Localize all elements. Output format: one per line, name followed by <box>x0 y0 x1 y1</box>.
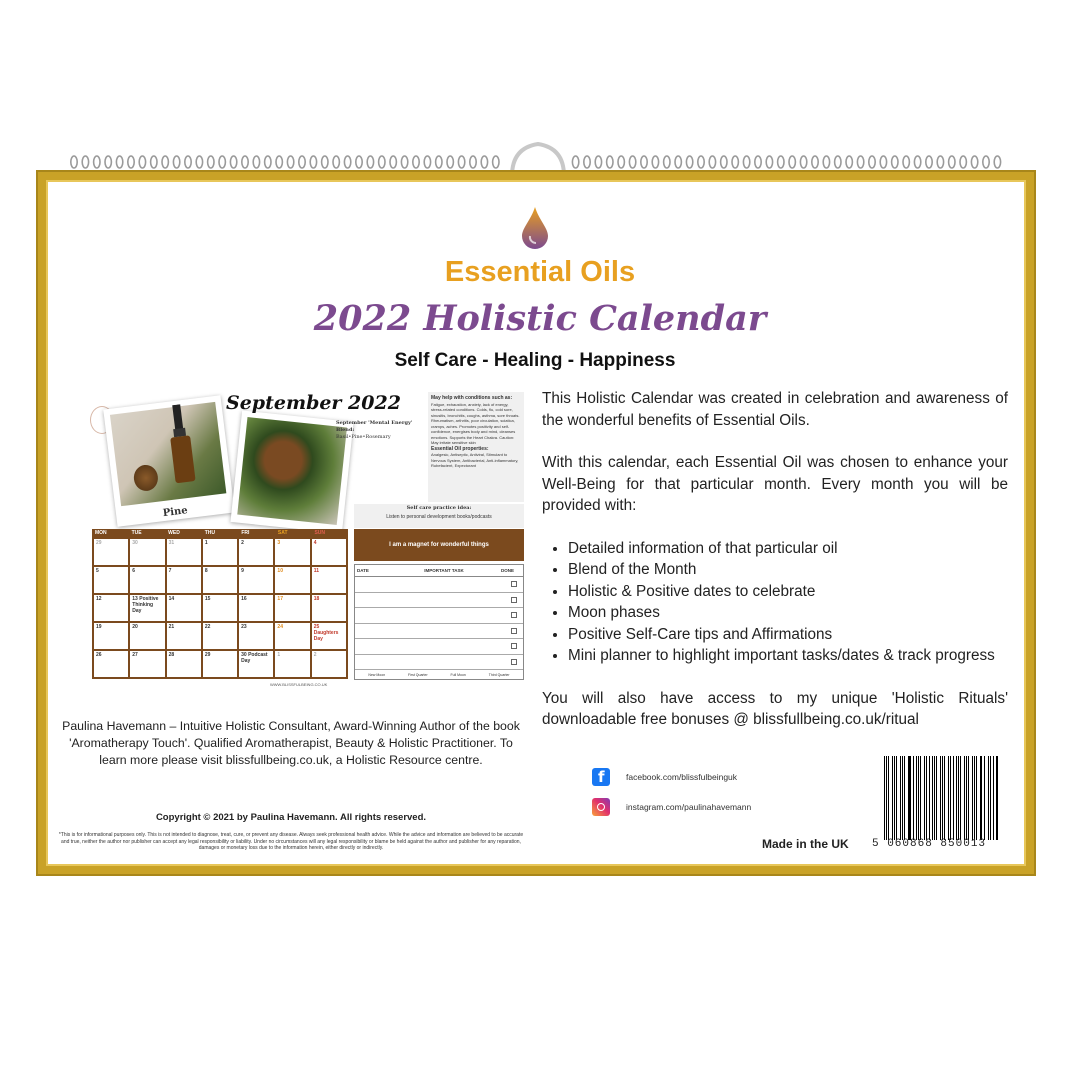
task-row <box>355 577 523 593</box>
calendar-day: 30 <box>130 539 164 565</box>
task-row <box>355 593 523 609</box>
feature-item: • Holistic & Positive dates to celebrate <box>568 581 1008 603</box>
calendar-day: 12 <box>94 595 128 621</box>
month-calendar-grid <box>92 529 348 679</box>
barcode-bar <box>984 756 985 840</box>
calendar-day: 31 <box>167 539 201 565</box>
instagram-link[interactable] <box>592 798 751 816</box>
feature-item: • Detailed information of that particular oil <box>568 538 1008 560</box>
conditions-text: Fatigue, exhaustion, anxiety, lack of energy, stress-related conditions. Colds, flu, cold sore, sinusitis, bronchitis, coughs, asthma, sore throats. Rheumatism, arthritis, poor circulation, sciatica, cramps, aches. Promotes positivity and self-confidence, energises body and mind, cleanses emotions. Supports the Heart Chakra. Caution: May irritate sensitive skin <box>431 401 520 445</box>
calendar-day: 25 Daughters Day <box>312 623 346 649</box>
oil-drop-icon <box>521 206 549 250</box>
barcode-bar <box>909 756 910 840</box>
calendar-day: 27 <box>130 651 164 677</box>
made-in-label: Made in the UK <box>762 837 849 851</box>
preview-url: WWW.BLISSFULBEING.CO.UK <box>270 682 328 687</box>
calendar-day: 10 <box>275 567 309 593</box>
calendar-day: 1 <box>203 539 237 565</box>
calendar-day: 18 <box>312 595 346 621</box>
preview-month-title: September 2022 <box>226 392 401 414</box>
moon-phase-label: New Moon <box>368 673 386 677</box>
calendar-day: 24 <box>275 623 309 649</box>
calendar-day: 22 <box>203 623 237 649</box>
moon-phases <box>357 673 521 677</box>
self-care-text: Listen to personal development books/podcasts <box>386 514 492 520</box>
barcode-bar <box>924 756 925 840</box>
calendar-day: 16 <box>239 595 273 621</box>
barcode-bar <box>990 756 991 840</box>
weekday-label: THU <box>204 530 216 536</box>
calendar-day: 28 <box>167 651 201 677</box>
task-header-done: DONE <box>501 568 515 573</box>
barcode-bar <box>920 756 921 840</box>
task-planner <box>354 564 524 680</box>
facebook-handle: facebook.com/blissfulbeinguk <box>626 772 738 782</box>
calendar-day: 5 <box>94 567 128 593</box>
oil-info-box <box>428 392 524 502</box>
weekday-label: FRI <box>241 530 250 536</box>
calendar-day: 29 <box>94 539 128 565</box>
calendar-day: 8 <box>203 567 237 593</box>
affirmation-banner: I am a magnet for wonderful things <box>354 529 524 561</box>
task-header-task: IMPORTANT TASK <box>424 568 464 573</box>
pine-oil-photo <box>103 395 235 527</box>
calendar-days <box>92 537 348 679</box>
self-care-box <box>354 504 524 528</box>
task-row <box>355 655 523 671</box>
barcode-bar <box>940 756 941 840</box>
barcode-bar <box>948 756 949 840</box>
calendar-day: 17 <box>275 595 309 621</box>
intro-paragraph: This Holistic Calendar was created in celebration and awareness of the wonderful benefits of Essential Oils. <box>542 390 1008 429</box>
feature-item: • Positive Self-Care tips and Affirmations <box>568 624 1008 646</box>
calendar-day: 2 <box>312 651 346 677</box>
properties-title: Essential Oil properties: <box>431 445 489 452</box>
calendar-day: 21 <box>167 623 201 649</box>
blend-of-month <box>336 420 426 441</box>
weekday-label: TUE <box>131 530 142 536</box>
barcode-number: 5 060868 850013 <box>872 838 987 850</box>
instagram-icon <box>592 798 610 816</box>
feature-item: • Mini planner to highlight important tasks/dates & track progress <box>568 645 1008 667</box>
barcode-bar <box>892 756 893 840</box>
weekday-label: SAT <box>277 530 288 536</box>
bonus-paragraph: You will also have access to my unique 'Holistic Rituals' downloadable free bonuses @ blissfullbeing.co.uk/ritual <box>542 689 1008 728</box>
task-row <box>355 608 523 624</box>
calendar-day: 3 <box>275 539 309 565</box>
task-row <box>355 624 523 640</box>
barcode-bar <box>972 756 973 840</box>
feature-list <box>542 538 1008 667</box>
barcode <box>884 756 1000 840</box>
weekday-label: WED <box>168 530 180 536</box>
page-title: 2022 Holistic Calendar <box>313 298 767 339</box>
calendar-day: 14 <box>167 595 201 621</box>
calendar-description <box>542 388 1008 752</box>
properties-text: Analgesic, Antiseptic, Antiviral, Stimulant to Nervous System, Antibacterial, Anti-inflammatory, Rubefacient, Expectorant <box>431 452 519 468</box>
weekday-label: SUN <box>314 530 326 536</box>
calendar-day: 2 <box>239 539 273 565</box>
barcode-bar <box>913 756 914 840</box>
calendar-day: 11 <box>312 567 346 593</box>
calendar-day: 23 <box>239 623 273 649</box>
instagram-handle: instagram.com/paulinahavemann <box>626 802 752 812</box>
barcode-bar <box>956 756 957 840</box>
facebook-icon <box>592 768 610 786</box>
barcode-bar <box>896 756 897 840</box>
barcode-bar <box>932 756 933 840</box>
feature-item: • Moon phases <box>568 602 1008 624</box>
calendar-day: 6 <box>130 567 164 593</box>
author-bio: Paulina Havemann – Intuitive Holistic Consultant, Award-Winning Author of the book 'Aromatherapy Touch'. Qualified Aromatherapist, Beauty & Holistic Practitioner. To learn more please visit blissfullbeing.co.uk, a Holistic Resource centre. <box>62 719 520 767</box>
self-care-title: Self care practice idea: <box>406 505 472 511</box>
barcode-bar <box>900 756 901 840</box>
barcode-bar <box>884 756 885 840</box>
calendar-day: 9 <box>239 567 273 593</box>
weekday-header <box>92 529 348 537</box>
barcode-bar <box>964 756 965 840</box>
calendar-day: 26 <box>94 651 128 677</box>
calendar-day: 20 <box>130 623 164 649</box>
calendar-day: 13 Positive Thinking Day <box>130 595 164 621</box>
barcode-bar <box>997 756 998 840</box>
disclaimer: *This is for informational purposes only. This is not intended to diagnose, treat, cure, or prevent any disease. Always seek professional health advice. While the advice and information are believed to be accurate and true, neither the author nor publisher can accept any legal responsibility or liability. Under no circumstances will any legal responsibility or blame be held against the author and publisher for any reparation, damages or monetary loss due to the information herein, either directly or indirectly. <box>58 832 524 851</box>
conditions-title: May help with conditions such as: <box>431 395 513 401</box>
calendar-day: 15 <box>203 595 237 621</box>
task-row <box>355 639 523 655</box>
calendar-day: 19 <box>94 623 128 649</box>
blend-label: September 'Mental Energy' Blend: <box>336 420 413 433</box>
barcode-bar <box>968 756 969 840</box>
moon-phase-label: Third Quarter <box>488 673 510 677</box>
moon-phase-label: Full Moon <box>450 673 466 677</box>
calendar-day: 30 Podcast Day <box>239 651 273 677</box>
blend-oils: Basil•Pine•Rosemary <box>336 434 391 440</box>
weekday-label: MON <box>95 530 107 536</box>
calendar-day: 1 <box>275 651 309 677</box>
facebook-link[interactable] <box>592 768 737 786</box>
calendar-day: 4 <box>312 539 346 565</box>
barcode-bar <box>981 756 982 840</box>
calendar-page-preview <box>90 388 530 688</box>
moon-phase-label: First Quarter <box>408 673 428 677</box>
calendar-day: 29 <box>203 651 237 677</box>
feature-item: • Blend of the Month <box>568 559 1008 581</box>
tagline: Self Care - Healing - Happiness <box>394 350 676 371</box>
task-header-date: DATE <box>357 568 369 573</box>
barcode-bar <box>944 756 945 840</box>
copyright: Copyright © 2021 by Paulina Havemann. All rights reserved. <box>155 812 427 823</box>
brand-heading: Essential Oils <box>444 256 636 288</box>
calendar-day: 7 <box>167 567 201 593</box>
oil-name: Pine <box>162 505 189 520</box>
features-intro: With this calendar, each Essential Oil was chosen to enhance your Well-Being for that particular month. Every month you will be provided with: <box>542 454 1008 514</box>
